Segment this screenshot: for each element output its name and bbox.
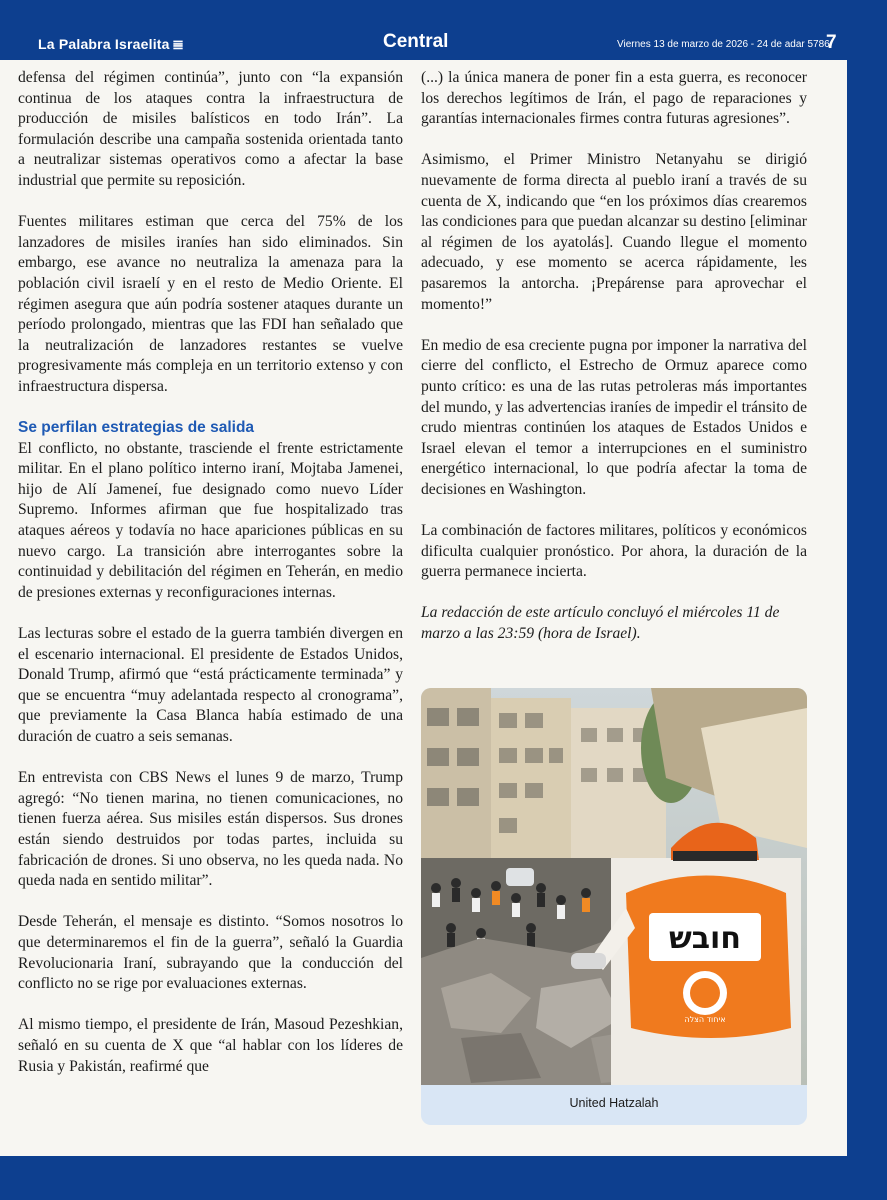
page-footer: [0, 1156, 887, 1200]
vest-label: חובש: [669, 921, 741, 956]
section-title: Central: [383, 31, 449, 52]
issue-date: Viernes 13 de marzo de 2026 - 24 de adar 5786: [617, 39, 830, 50]
page-edge-bar: [847, 60, 887, 1156]
paragraph: Las lecturas sobre el estado de la guerra también divergen en el escenario internacional. El presidente de Estados Unidos, Donald Trump, afirmó que “está prácticamente terminada” y que se encuentra “muy adelantada respecto al cronograma”, que previamente la Casa Blanca había estimado de una duración de cuatro a seis semanas.: [18, 625, 403, 745]
closing-note: La redacción de este artículo concluyó el miércoles 11 de marzo a las 23:59 (hora de Israel).: [421, 604, 780, 643]
rescue-scene-photo: [421, 688, 807, 1085]
paragraph: En entrevista con CBS News el lunes 9 de marzo, Trump agregó: “No tienen marina, no tienen comunicaciones, no tienen fuerza aérea. Sus misiles están dispersos. Sus drones están siendo destruidos por todas partes, incluida su fabricación de drones. Si uno observa, no les queda nada. No queda nada en sentido militar”.: [18, 769, 403, 890]
page-header: [0, 0, 887, 60]
paragraph: (...) la única manera de poner fin a esta guerra, es reconocer los derechos legítimos de Irán, el pago de reparaciones y garantías internacionales firmes contra futuras agresiones”.: [421, 69, 807, 128]
paragraph: Desde Teherán, el mensaje es distinto. “Somos nosotros lo que determinaremos el fin de la guerra”, señaló la Guardia Revolucionaria Iraní, subrayando que la conducción del conflicto no se rige por evaluaciones externas.: [18, 913, 403, 993]
photo-card: [421, 688, 807, 1125]
publication-name: La Palabra Israelita: [38, 36, 170, 52]
paragraph: Asimismo, el Primer Ministro Netanyahu se dirigió nuevamente de forma directa al pueblo iraní a través de su cuenta de X, indicando que “en los próximos días crearemos las condiciones para que puedan alcanzar su destino [eliminar al régimen de los ayatolás]. Cuando llegue el momento adecuado, y ese momento se acerca rápidamente, les pasaremos la antorcha. ¡Prepárense para aprovechar el momento!”: [421, 151, 807, 313]
article-column-right: [421, 68, 807, 663]
publication-brand: [38, 36, 184, 52]
page-number: 7: [826, 32, 837, 53]
paragraph: El conflicto, no obstante, trasciende el frente estrictamente militar. En el plano político interno iraní, Mojtaba Jamenei, hijo de Alí Jameneí, fue designado como nuevo Líder Supremo. Informes afirman que fue hospitalizado tras ataques aéreos y todavía no hace apariciones públicas en su nuevo cargo. La transición abre interrogantes sobre la continuidad y debilitación del régimen en Teherán, en medio de presiones externas y reconfiguraciones internas.: [18, 439, 403, 601]
paragraph: Fuentes militares estiman que cerca del 75% de los lanzadores de misiles iraníes han sido eliminados. Sin embargo, ese avance no neutraliza la amenaza para la población civil israelí y en el resto de Medio Oriente. El régimen asegura que aún podría sostener ataques durante un período prolongado, mientras que las FDI han señalado que la neutralización de lanzadores restantes se vuelve progresivamente más compleja en un territorio extenso y con infraestructura dispersa.: [18, 213, 403, 395]
section-subheading: Se perfilan estrategias de salida: [18, 419, 255, 437]
paragraph: defensa del régimen continúa”, junto con “la expansión continua de los ataques contra la infraestructura de producción de misiles balísticos en todo Irán”. La formulación describe una campaña sostenida orientada tanto a neutralizar sistemas operativos como a afectar la base industrial que permite su reposición.: [18, 69, 403, 189]
paragraph: La combinación de factores militares, políticos y económicos dificulta cualquier pronóstico. Por ahora, la duración de la guerra permanece incierta.: [421, 522, 807, 581]
vest-logo-label: איחוד הצלה: [684, 1015, 726, 1024]
article-column-left: [18, 68, 403, 1098]
paragraph: En medio de esa creciente pugna por imponer la narrativa del cierre del conflicto, el Estrecho de Ormuz aparece como punto crítico: es una de las rutas petroleras más importantes del mundo, y las advertencias iraníes de impedir el tránsito de crudo mientras continúen los ataques de Estados Unidos e Israel elevan el temor a interrupciones en el suministro energético internacional, lo que podría afectar la toma de decisiones en Washington.: [421, 336, 807, 498]
paragraph: Al mismo tiempo, el presidente de Irán, Masoud Pezeshkian, señaló en su cuenta de X que “al hablar con los líderes de Rusia y Pakistán, reafirmé que: [18, 1016, 403, 1075]
menorah-icon: 𝌆: [172, 38, 184, 52]
photo-caption: United Hatzalah: [569, 1096, 659, 1110]
